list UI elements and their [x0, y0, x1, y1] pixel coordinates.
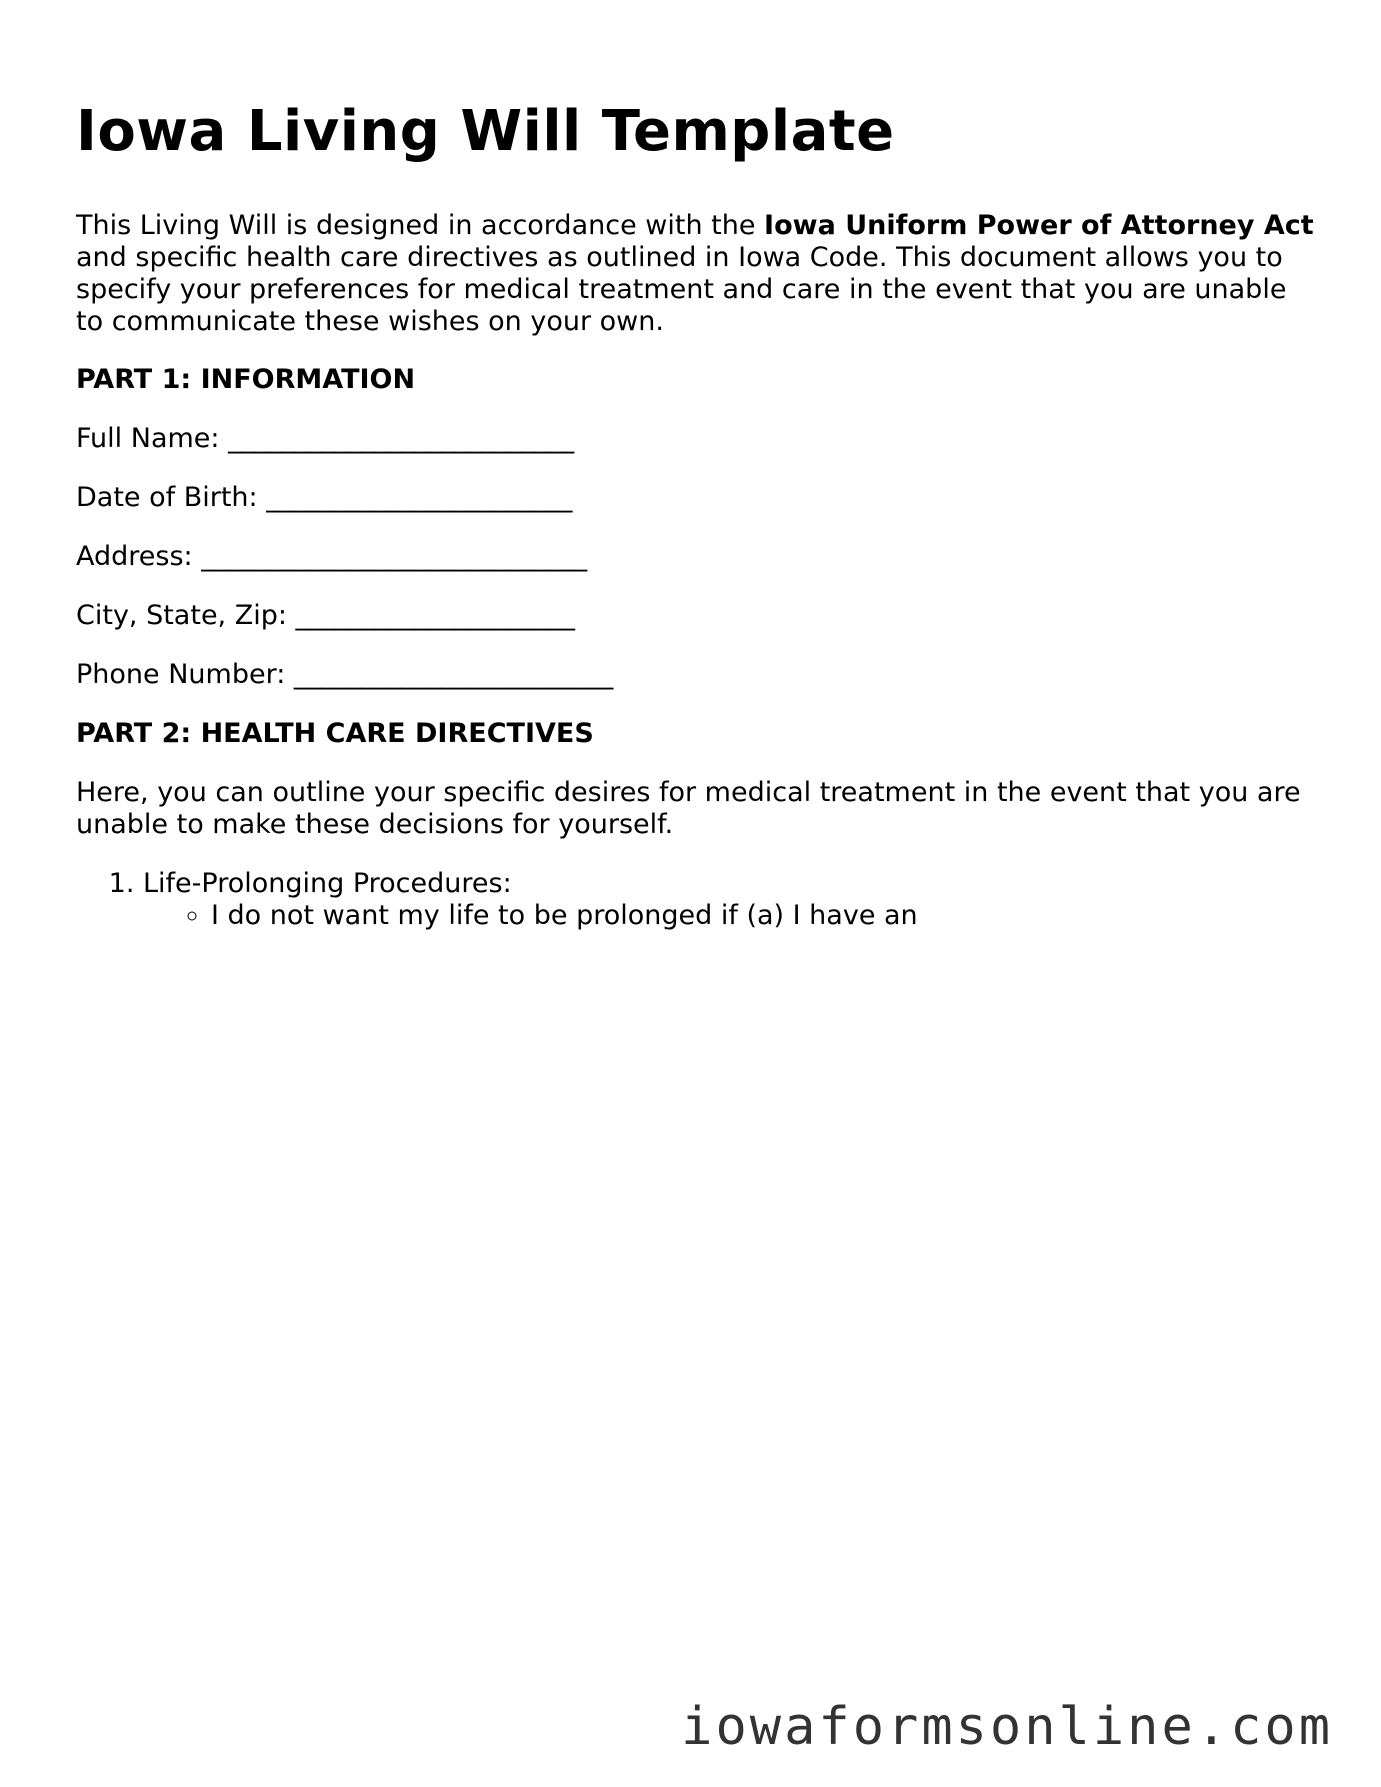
life-prolonging-label: Life-Prolonging Procedures: — [143, 868, 512, 899]
intro-act-name: Iowa Uniform Power of Attorney Act — [764, 210, 1314, 241]
document-page — [76, 96, 1316, 932]
part2-title: PART 2: HEALTH CARE DIRECTIVES — [76, 718, 594, 749]
sub-list — [143, 900, 1316, 932]
date-of-birth-field — [76, 482, 1316, 514]
full-name-blank[interactable]: __________________________ — [228, 423, 574, 454]
city-state-zip-field — [76, 600, 1316, 632]
phone-number-label: Phone Number: — [76, 659, 286, 690]
city-state-zip-label: City, State, Zip: — [76, 600, 287, 631]
full-name-field — [76, 423, 1316, 455]
city-state-zip-blank[interactable]: _____________________ — [295, 600, 575, 631]
list-item: ◦ I do not want my life to be prolonged if (a) I have an — [211, 900, 1316, 932]
directives-list — [76, 868, 1316, 932]
intro-text-start: This Living Will is designed in accordance with the — [76, 210, 765, 241]
intro-paragraph — [76, 210, 1316, 338]
list-item — [143, 868, 1316, 932]
watermark: iowaformsonline.com — [681, 1697, 1333, 1757]
full-name-label: Full Name: — [76, 423, 220, 454]
part2-description: Here, you can outline your specific desires for medical treatment in the event that you are unable to make these decisions for yourself. — [76, 777, 1301, 840]
address-label: Address: — [76, 541, 193, 572]
address-field — [76, 541, 1316, 573]
part1-title: PART 1: INFORMATION — [76, 364, 416, 395]
address-blank[interactable]: _____________________________ — [201, 541, 587, 572]
document-title: Iowa Living Will Template — [76, 99, 895, 164]
phone-number-field — [76, 659, 1316, 691]
intro-text-end: and specific health care directives as outlined in Iowa Code. This document allows you to specify your preferences for medical treatment and care in the event that you are unable to communicate these wishes on your own. — [76, 242, 1287, 337]
date-of-birth-blank[interactable]: _______________________ — [266, 482, 573, 513]
date-of-birth-label: Date of Birth: — [76, 482, 258, 513]
phone-number-blank[interactable]: ________________________ — [293, 659, 614, 690]
